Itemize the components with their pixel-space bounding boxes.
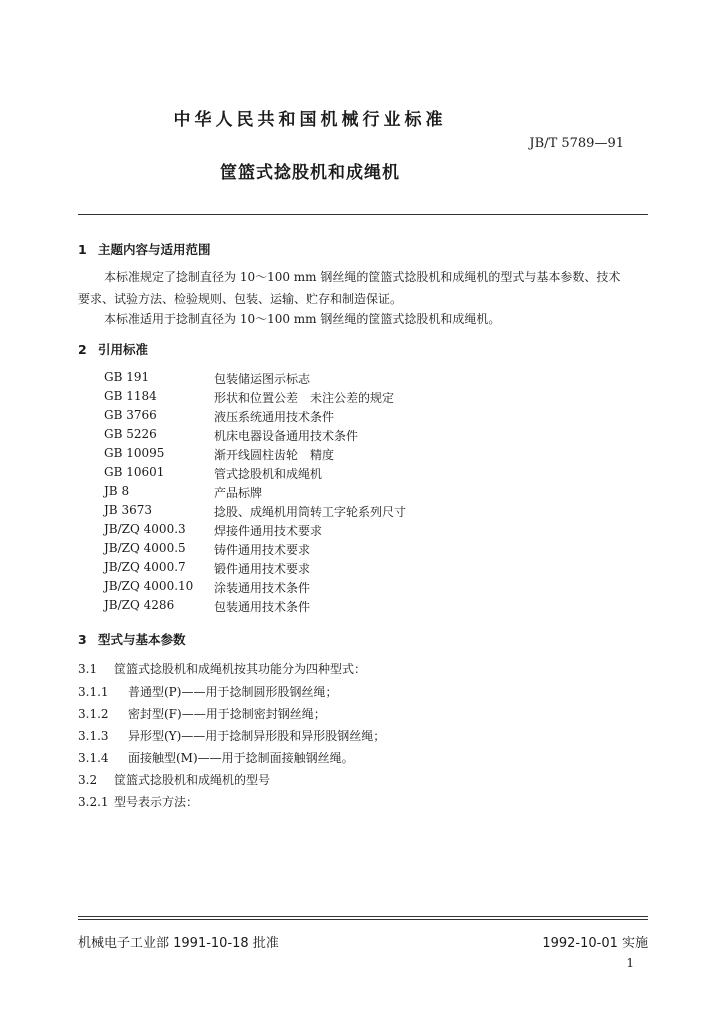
paragraph-line: 要求、试验方法、检验规则、包装、运输、贮存和制造保证。 [78,292,403,306]
section-1-heading [78,240,211,258]
clause-text: 筐篮式捻股机和成绳机按其功能分为四种型式： [114,662,367,676]
reference-title: 机床电器设备通用技术条件 [214,429,359,443]
clause-item [78,793,198,810]
reference-code: JB/ZQ 4286 [104,598,175,612]
clause-number: 3.1.4 [78,751,109,765]
page-number: 1 [626,956,634,970]
section-3-heading [78,630,186,648]
clause-text: 面接触型(M)——用于捻制面接触钢丝绳。 [128,751,354,765]
section-number: 2 [78,342,87,357]
clause-text: 异形型(Y)——用于捻制异形股和异形股钢丝绳； [128,729,386,743]
reference-code: JB 8 [104,484,130,498]
section-number: 3 [78,632,87,647]
reference-code: GB 1184 [104,389,157,403]
reference-title: 铸件通用技术要求 [214,543,311,557]
clause-text: 普通型(P)——用于捻制圆形股钢丝绳； [128,685,338,699]
clause-item [78,771,270,788]
clause-item [78,705,326,722]
clause-item [78,727,385,744]
reference-title: 产品标牌 [214,486,263,500]
reference-title: 捻股、成绳机用筒转工字轮系列尺寸 [214,505,407,519]
document-title: 筐篮式捻股机和成绳机 [220,163,400,183]
reference-title: 管式捻股机和成绳机 [214,467,323,481]
reference-code: GB 10095 [104,446,165,460]
clause-item [78,749,354,766]
issuing-organization: 中华人民共和国机械行业标准 [173,110,447,130]
clause-number: 3.2.1 [78,795,109,809]
reference-code: JB/ZQ 4000.10 [104,579,194,593]
reference-title: 包装储运图示标志 [214,372,311,386]
section-title: 型式与基本参数 [98,632,186,647]
reference-title: 焊接件通用技术要求 [214,524,323,538]
clause-text: 筐篮式捻股机和成绳机的型号 [114,773,271,787]
clause-number: 3.1 [78,662,98,676]
section-title: 主题内容与适用范围 [98,242,211,257]
reference-code: GB 10601 [104,465,165,479]
effective-date: 1992-10-01 实施 [542,936,648,951]
clause-number: 3.1.3 [78,729,109,743]
section-number: 1 [78,242,87,257]
reference-title: 形状和位置公差 未注公差的规定 [214,391,395,405]
paragraph-line: 本标准规定了捻制直径为 10～100 mm 钢丝绳的筐篮式捻股机和成绳机的型式与基本参数、技术 [104,270,621,284]
reference-title: 涂装通用技术条件 [214,581,311,595]
reference-title: 包装通用技术条件 [214,600,311,614]
clause-item [78,683,337,700]
paragraph-line: 本标准适用于捻制直径为 10～100 mm 钢丝绳的筐篮式捻股机和成绳机。 [104,312,501,326]
reference-code: GB 5226 [104,427,157,441]
footer-rule-top [78,916,648,917]
clause-item [78,660,366,677]
footer-rule-bottom [78,919,648,920]
clause-number: 3.1.2 [78,707,109,721]
reference-code: JB 3673 [104,503,152,517]
reference-title: 渐开线圆柱齿轮 精度 [214,448,335,462]
clause-text: 型号表示方法： [114,795,199,809]
reference-code: JB/ZQ 4000.3 [104,522,186,536]
standard-number: JB/T 5789—91 [529,136,624,151]
clause-number: 3.2 [78,773,98,787]
section-title: 引用标准 [98,342,149,357]
reference-code: GB 3766 [104,408,157,422]
reference-title: 锻件通用技术要求 [214,562,311,576]
clause-text: 密封型(F)——用于捻制密封钢丝绳； [128,707,326,721]
header-rule [78,214,648,215]
reference-code: GB 191 [104,370,150,384]
approval-line: 机械电子工业部 1991-10-18 批准 [78,936,279,951]
clause-number: 3.1.1 [78,685,109,699]
reference-code: JB/ZQ 4000.7 [104,560,186,574]
reference-code: JB/ZQ 4000.5 [104,541,186,555]
reference-title: 液压系统通用技术条件 [214,410,335,424]
section-2-heading [78,340,148,358]
